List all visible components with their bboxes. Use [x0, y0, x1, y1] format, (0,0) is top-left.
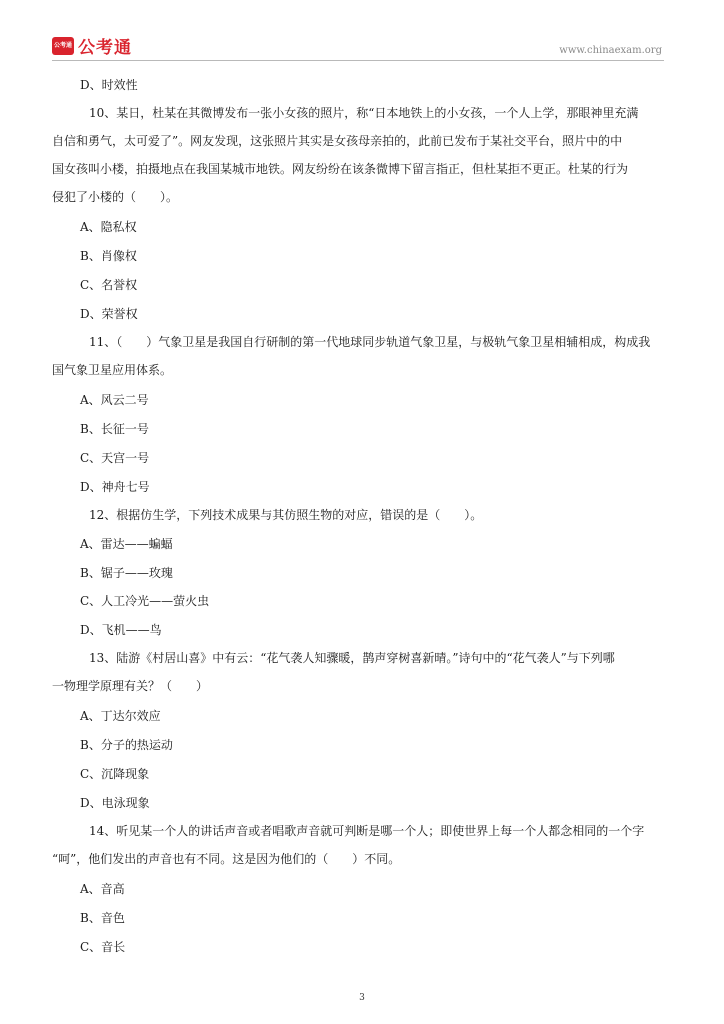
option-a-q14: A、音高 — [80, 882, 125, 896]
option-b-q13: B、分子的热运动 — [80, 738, 173, 752]
option-d-q11: D、神舟七号 — [80, 480, 150, 494]
question-10-line-2: 自信和勇气，太可爱了”。网友发现，这张照片其实是女孩母亲拍的，此前已发布于某社交平台，照片中的中 — [52, 134, 623, 148]
question-14: 14、听见某一个人的讲话声音或者唱歌声音就可判断是哪一个人；即使世界上每一个人都念相同的一个字 — [89, 824, 645, 838]
question-10-line-4: 侵犯了小楼的（ ）。 — [52, 190, 179, 204]
option-d-q9: D、时效性 — [80, 78, 138, 92]
option-b-q14: B、音色 — [80, 911, 125, 925]
site-url[interactable]: www.chinaexam.org — [559, 45, 662, 56]
header-divider — [52, 60, 664, 61]
option-c-q10: C、名誉权 — [80, 278, 138, 292]
option-c-q14: C、音长 — [80, 940, 126, 954]
page-number: 3 — [359, 993, 365, 1003]
question-13-line-2: 一物理学原理有关？（ ） — [52, 679, 209, 693]
page-header — [52, 31, 664, 61]
logo-icon: 公考通 — [52, 37, 74, 55]
question-14-line-2: “呵”，他们发出的声音也有不同。这是因为他们的（ ）不同。 — [52, 852, 401, 866]
option-b-q12: B、锯子——玫瑰 — [80, 566, 173, 580]
question-12: 12、根据仿生学，下列技术成果与其仿照生物的对应，错误的是（ ）。 — [89, 508, 483, 522]
option-c-q12: C、人工冷光——萤火虫 — [80, 594, 210, 608]
logo-text: 公考通 — [78, 38, 132, 58]
option-b-q11: B、长征一号 — [80, 422, 149, 436]
option-a-q10: A、隐私权 — [80, 220, 137, 234]
question-11: 11、（ ）气象卫星是我国自行研制的第一代地球同步轨道气象卫星，与极轨气象卫星相辅相成，构成我 — [89, 335, 651, 349]
option-d-q12: D、飞机——鸟 — [80, 623, 162, 637]
question-10: 10、某日，杜某在其微博发布一张小女孩的照片，称“日本地铁上的小女孩，一个人上学，那眼神里充满 — [89, 106, 639, 120]
option-c-q11: C、天宫一号 — [80, 451, 150, 465]
option-b-q10: B、肖像权 — [80, 249, 137, 263]
option-d-q13: D、电泳现象 — [80, 796, 150, 810]
option-a-q11: A、风云二号 — [80, 393, 149, 407]
option-a-q13: A、丁达尔效应 — [80, 709, 161, 723]
option-d-q10: D、荣誉权 — [80, 307, 138, 321]
question-11-line-2: 国气象卫星应用体系。 — [52, 363, 173, 377]
question-13: 13、陆游《村居山喜》中有云：“花气袭人知骤暖，鹊声穿树喜新晴。”诗句中的“花气袭人”与下列哪 — [89, 651, 615, 665]
option-a-q12: A、雷达——蝙蝠 — [80, 537, 173, 551]
option-c-q13: C、沉降现象 — [80, 767, 150, 781]
question-10-line-3: 国女孩叫小楼，拍摄地点在我国某城市地铁。网友纷纷在该条微博下留言指正，但杜某拒不更正。杜某的行为 — [52, 162, 629, 176]
